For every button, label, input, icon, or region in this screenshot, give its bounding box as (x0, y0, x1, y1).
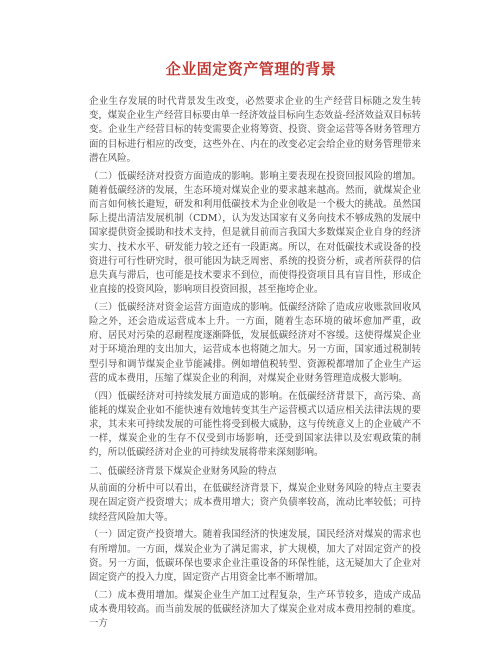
section-heading: 二、低碳经济背景下煤炭企业财务风险的特点 (89, 465, 277, 477)
paragraph-sustainability-impact: （四）低碳经济对可持续发展方面造成的影响。在低碳经济背景下，高污染、高能耗的煤炭企业如不能快速有效地转变其生产运营模式以适应相关法律法规的要求，其未来可持续发展的可能性将受到极大威胁，这与传统意义上的企业破产不一样，煤炭企业的生存不仅受到市场影响，还受到国家法律以及宏观政策的制约，所以低碳经济对企业的可持续发展将带来深刻影响。 (89, 390, 421, 459)
paragraph-risk-summary: 从前面的分析中可以看出，在低碳经济背景下，煤炭企业财务风险的特点主要表现在固定资产投资增大；成本费用增大；资产负债率较高，流动比率较低；可持续经营风险加大等。 (89, 483, 421, 523)
paragraph-cost-increase: （二）成本费用增加。煤炭企业生产加工过程复杂，生产环节较多，造成产成品成本费用较高。而当前发展的低碳经济加大了煤炭企业对成本费用控制的难度。一方 (89, 589, 421, 630)
paragraph-operations-impact: （三）低碳经济对资金运营方面造成的影响。低碳经济除了造成应收账款回收风险之外，还会造成运营成本上升。一方面，随着生态环境的破坏愈加严重，政府、居民对污染的忍耐程度逐渐降低，发展低碳经济对不容缓。这使得煤炭企业对于环境治理的支出加大，运营成本也将随之加大。另一方面，国家通过税制转型引导和调节煤炭企业节能减排。例如增值税转型、资源税都增加了企业生产运营的成本费用，压缩了煤炭企业的利润，对煤炭企业财务管理造成极大影响。 (89, 301, 421, 384)
paragraph-fixed-assets: （一）固定资产投资增大。随着我国经济的快速发展，国民经济对煤炭的需求也有所增加。一方面，煤炭企业为了满足需求，扩大规模，加大了对固定资产的投资。另一方面，低碳环保也要求企业注重设备的环保性能，这无疑加大了企业对固定资产的投入力度，固定资产占用资金比率不断增加。 (89, 529, 421, 583)
paragraph-intro: 企业生存发展的时代背景发生改变，必然要求企业的生产经营目标随之发生转变，煤炭企业生产经营目标要由单一经济效益目标向生态效益-经济效益双目标转变。企业生产经营目标的转变需要企业将筹资、投资、资金运营等各财务管理方面的目标进行相应的改变，这些外在、内在的改变必定会给企业的财务管理带来潜在风险。 (89, 96, 421, 164)
document-title: 企业固定资产管理的背景 (165, 60, 337, 78)
document-body (89, 95, 421, 635)
paragraph-investment-impact: （二）低碳经济对投资方面造成的影响。影响主要表现在投资回报风险的增加。随着低碳经济的发展，生态环境对煤炭企业的要求越来越高。然而，就煤炭企业而言如何核长避短，研发和利用低碳技术为企业创收是一个极大的挑战。虽然国际上提出清洁发展机制（CDM），认为发达国家有义务向技术不够成熟的发展中国家提供资金援助和技术支持，但是就目前而言我国大多数煤炭企业自身的经济实力、技术水平、研发能力较之还有一段距离。所以，在对低碳技术或设备的投资进行可行性研究时，很可能因为缺乏周密、系统的投资分析，或者所获得的信息失真与滞后，也可能是技术要求不到位，而使得投资项目具有盲目性，形成企业直接的投资风险，影响项目投资回报，甚至拖垮企业。 (89, 170, 421, 296)
